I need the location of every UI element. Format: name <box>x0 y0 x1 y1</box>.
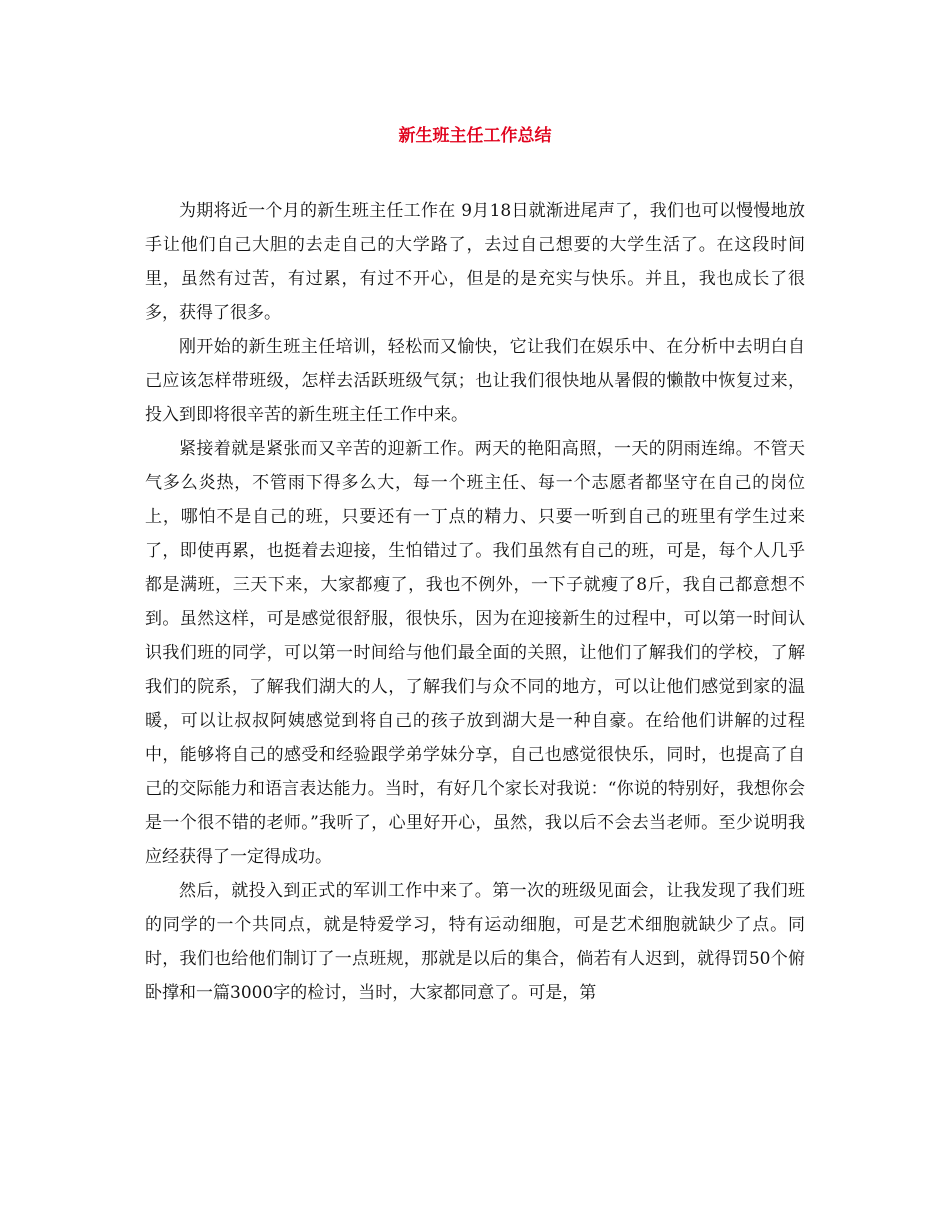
paragraph-4: 然后，就投入到正式的军训工作中来了。第一次的班级见面会，让我发现了我们班的同学的一个共同点，就是特爱学习，特有运动细胞，可是艺术细胞就缺少了点。同时，我们也给他们制订了一点班规，那就是以后的集合，倘若有人迟到，就得罚50个俯卧撑和一篇3000字的检讨，当时，大家都同意了。可是，第 <box>145 881 805 1003</box>
document-title: 新生班主任工作总结 <box>398 126 552 146</box>
paragraph-2: 刚开始的新生班主任培训，轻松而又愉快，它让我们在娱乐中、在分析中去明白自己应该怎样带班级，怎样去活跃班级气氛；也让我们很快地从暑假的懒散中恢复过来，投入到即将很辛苦的新生班主任工作中来。 <box>145 337 805 425</box>
paragraph-3: 紧接着就是紧张而又辛苦的迎新工作。两天的艳阳高照，一天的阴雨连绵。不管天气多么炎热，不管雨下得多么大，每一个班主任、每一个志愿者都坚守在自己的岗位上，哪怕不是自己的班，只要还有一丁点的精力、只要一听到自己的班里有学生过来了，即使再累，也挺着去迎接，生怕错过了。我们虽然有自己的班，可是，每个人几乎都是满班，三天下来，大家都瘦了，我也不例外，一下子就瘦了8斤，我自己都意想不到。虽然这样，可是感觉很舒服，很快乐，因为在迎接新生的过程中，可以第一时间认识我们班的同学，可以第一时间给与他们最全面的关照，让他们了解我们的学校，了解我们的院系，了解我们湖大的人，了解我们与众不同的地方，可以让他们感觉到家的温暖，可以让叔叔阿姨感觉到将自己的孩子放到湖大是一种自豪。在给他们讲解的过程中，能够将自己的感受和经验跟学弟学妹分享，自己也感觉很快乐，同时，也提高了自己的交际能力和语言表达能力。当时，有好几个家长对我说：“你说的特别好，我想你会是一个很不错的老师。”我听了，心里好开心，虽然，我以后不会去当老师。至少说明我应经获得了一定得成功。 <box>145 439 805 867</box>
document-body <box>145 194 805 1010</box>
paragraph-1: 为期将近一个月的新生班主任工作在 9月18日就渐进尾声了，我们也可以慢慢地放手让他们自己大胆的去走自己的大学路了，去过自己想要的大学生活了。在这段时间里，虽然有过苦，有过累，有过不开心，但是的是充实与快乐。并且，我也成长了很多，获得了很多。 <box>145 201 805 323</box>
